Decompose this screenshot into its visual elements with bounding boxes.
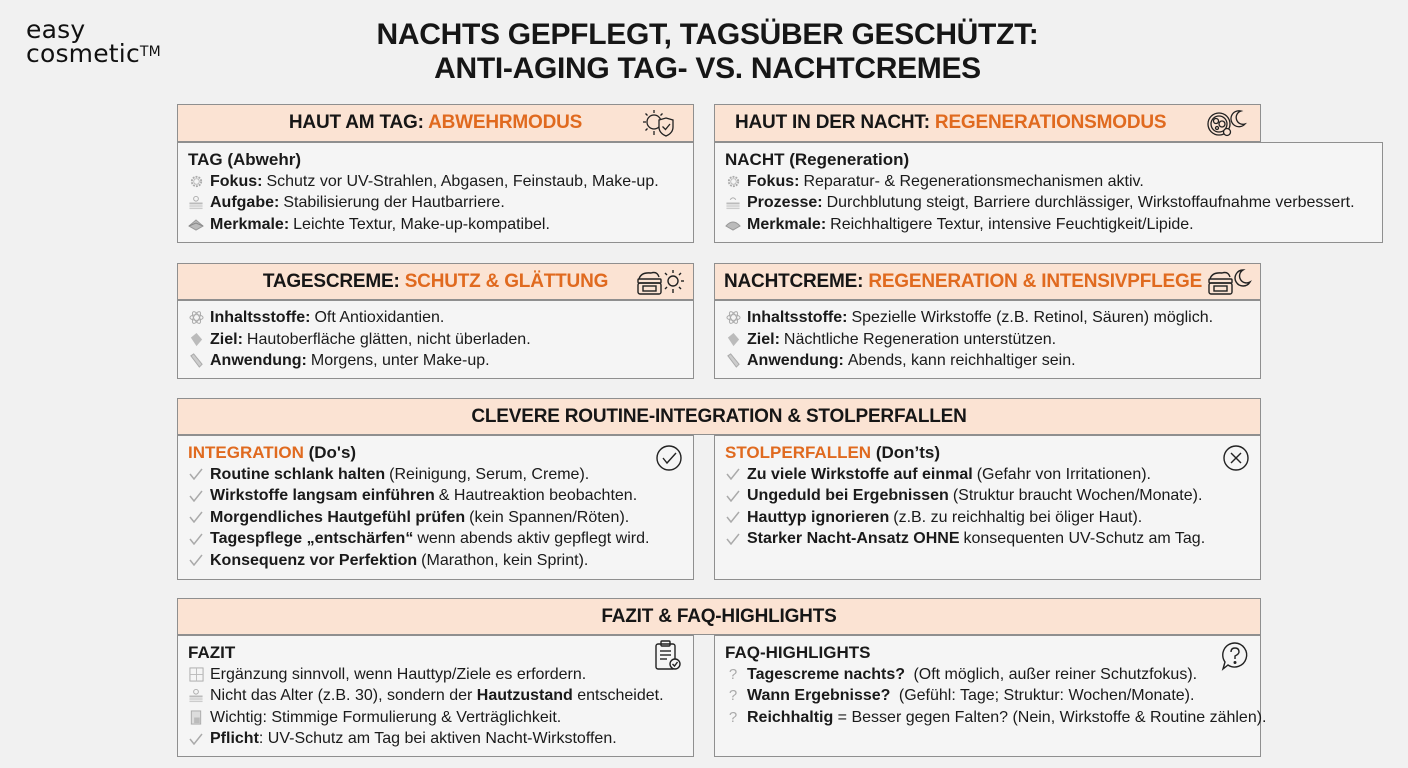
- title-line-2: ANTI-AGING TAG- VS. NACHTCREMES: [434, 52, 981, 85]
- question-icon: ?: [728, 665, 738, 683]
- list-item: Nicht das Alter (z.B. 30), sondern der Hautzustand entscheidet.: [188, 685, 683, 707]
- list-item: Morgendliches Hautgefühl prüfen (kein Spannen/Röten).: [188, 507, 683, 529]
- question-icon: ?: [728, 708, 738, 726]
- list-item: Merkmale: Leichte Textur, Make-up-kompatibel.: [188, 214, 683, 236]
- night-skin-body: [714, 142, 1383, 243]
- trademark: TM: [139, 44, 161, 60]
- fazit-body: [177, 635, 694, 757]
- brand-logo: [26, 15, 161, 68]
- list-item: Inhaltsstoffe: Oft Antioxidantien.: [188, 307, 683, 329]
- list-item: ? Wann Ergebnisse? (Gefühl: Tage; Struktur: Wochen/Monate).: [725, 685, 1250, 707]
- list-item: Merkmale: Reichhaltigere Textur, intensive Feuchtigkeit/Lipide.: [725, 214, 1372, 236]
- faq-body: [714, 635, 1267, 757]
- logo-line-1: easy: [26, 15, 86, 44]
- day-skin-header: [177, 104, 694, 142]
- list-item: Aufgabe: Stabilisierung der Hautbarriere.: [188, 192, 683, 214]
- applicator-icon: [725, 353, 741, 369]
- check-icon: [725, 509, 741, 525]
- dos-title: INTEGRATION (Do's): [188, 443, 357, 462]
- donts-body: [714, 435, 1261, 580]
- day-cream-body: [177, 300, 694, 379]
- cream-jar-sun-icon: [635, 267, 685, 297]
- question-icon: ?: [728, 687, 738, 704]
- list-item: Zu viele Wirkstoffe auf einmal (Gefahr von Irritationen).: [725, 464, 1250, 486]
- list-item: Fokus: Schutz vor UV-Strahlen, Abgasen, Feinstaub, Make-up.: [188, 171, 683, 193]
- list-item: Starker Nacht-Ansatz OHNE konsequenten UV-Schutz am Tag.: [725, 528, 1250, 550]
- question-bubble-icon: [1220, 641, 1250, 671]
- list-item: Ziel: Nächtliche Regeneration unterstützen.: [725, 329, 1250, 351]
- list-item: Anwendung: Abends, kann reichhaltiger sein.: [725, 350, 1250, 372]
- list-item: Inhaltsstoffe: Spezielle Wirkstoffe (z.B. Retinol, Säuren) möglich.: [725, 307, 1250, 329]
- list-item: Anwendung: Morgens, unter Make-up.: [188, 350, 683, 372]
- list-item: Wirkstoffe langsam einführen & Hautreaktion beobachten.: [188, 485, 683, 507]
- check-icon: [188, 509, 204, 525]
- list-item: Fokus: Reparatur- & Regenerationsmechanismen aktiv.: [725, 171, 1372, 193]
- skin-layer-icon: [188, 195, 204, 211]
- cream-jar-moon-icon: [1206, 267, 1252, 297]
- texture-icon: [188, 216, 204, 232]
- cell-moon-icon: [1204, 107, 1248, 139]
- document-icon: [188, 709, 204, 725]
- surface-icon: [188, 331, 204, 347]
- applicator-icon: [188, 353, 204, 369]
- title-line-1: NACHTS GEPFLEGT, TAGSÜBER GESCHÜTZT:: [376, 18, 1039, 51]
- list-item: ? Reichhaltig = Besser gegen Falten? (Nein, Wirkstoffe & Routine zählen).: [725, 707, 1250, 729]
- check-icon: [725, 531, 741, 547]
- day-skin-heading: HAUT AM TAG: ABWEHRMODUS: [288, 112, 583, 133]
- surface-icon: [725, 331, 741, 347]
- list-item: Tagespflege „entschärfen“ wenn abends aktiv gepflegt wird.: [188, 528, 683, 550]
- sun-shield-icon: [639, 108, 679, 138]
- night-skin-subtitle: NACHT (Regeneration): [725, 150, 910, 169]
- list-item: Ziel: Hautoberfläche glätten, nicht überladen.: [188, 329, 683, 351]
- dos-body: [177, 435, 694, 580]
- check-icon: [188, 731, 204, 747]
- day-skin-body: [177, 142, 694, 243]
- night-cream-header: [714, 263, 1261, 300]
- skin-layer-icon: [188, 688, 204, 704]
- night-skin-header: [714, 104, 1261, 142]
- day-cream-header: [177, 263, 694, 300]
- grid-icon: [188, 666, 204, 682]
- list-item: Pflicht : UV-Schutz am Tag bei aktiven Nacht-Wirkstoffen.: [188, 728, 683, 750]
- atom-icon: [188, 310, 204, 326]
- check-icon: [725, 488, 741, 504]
- day-cream-heading: TAGESCREME: SCHUTZ & GLÄTTUNG: [262, 270, 609, 292]
- donts-title: STOLPERFALLEN (Don’ts): [725, 443, 941, 462]
- list-item: Ergänzung sinnvoll, wenn Hauttyp/Ziele es erfordern.: [188, 664, 683, 686]
- page-title: [300, 18, 1115, 86]
- summary-header: [177, 598, 1261, 635]
- night-skin-heading: HAUT IN DER NACHT: REGENERATIONSMODUS: [735, 112, 1167, 133]
- list-item: Ungeduld bei Ergebnissen (Struktur braucht Wochen/Monate).: [725, 485, 1250, 507]
- list-item: Konsequenz vor Perfektion (Marathon, kein Sprint).: [188, 550, 683, 572]
- gear-icon: [188, 173, 204, 189]
- list-item: Routine schlank halten (Reinigung, Serum, Creme).: [188, 464, 683, 486]
- summary-heading: FAZIT & FAQ-HIGHLIGHTS: [601, 605, 837, 627]
- check-circle-icon: [655, 444, 683, 472]
- list-item: ? Tagescreme nachts? (Oft möglich, außer reiner Schutzfokus).: [725, 664, 1250, 686]
- logo-line-2: cosmetic: [26, 39, 140, 68]
- check-icon: [188, 531, 204, 547]
- check-icon: [725, 466, 741, 482]
- list-item: Hauttyp ignorieren (z.B. zu reichhaltig bei öliger Haut).: [725, 507, 1250, 529]
- fazit-title: FAZIT: [188, 643, 236, 662]
- day-skin-subtitle: TAG (Abwehr): [188, 150, 302, 169]
- check-icon: [188, 552, 204, 568]
- list-item: Wichtig: Stimmige Formulierung & Verträglichkeit.: [188, 707, 683, 729]
- routine-heading: CLEVERE ROUTINE-INTEGRATION & STOLPERFALLEN: [471, 405, 967, 427]
- faq-title: FAQ-HIGHLIGHTS: [725, 643, 871, 662]
- check-icon: [188, 466, 204, 482]
- check-icon: [188, 488, 204, 504]
- x-circle-icon: [1222, 444, 1250, 472]
- night-cream-body: [714, 300, 1261, 379]
- gear-icon: [725, 173, 741, 189]
- skin-layer-icon: [725, 195, 741, 211]
- night-cream-heading: NACHTCREME: REGENERATION & INTENSIVPFLEGE: [724, 270, 1203, 292]
- atom-icon: [725, 310, 741, 326]
- list-item: Prozesse: Durchblutung steigt, Barriere durchlässiger, Wirkstoffaufnahme verbessert.: [725, 192, 1372, 214]
- texture-icon: [725, 216, 741, 232]
- clipboard-check-icon: [653, 640, 683, 672]
- routine-header: [177, 398, 1261, 435]
